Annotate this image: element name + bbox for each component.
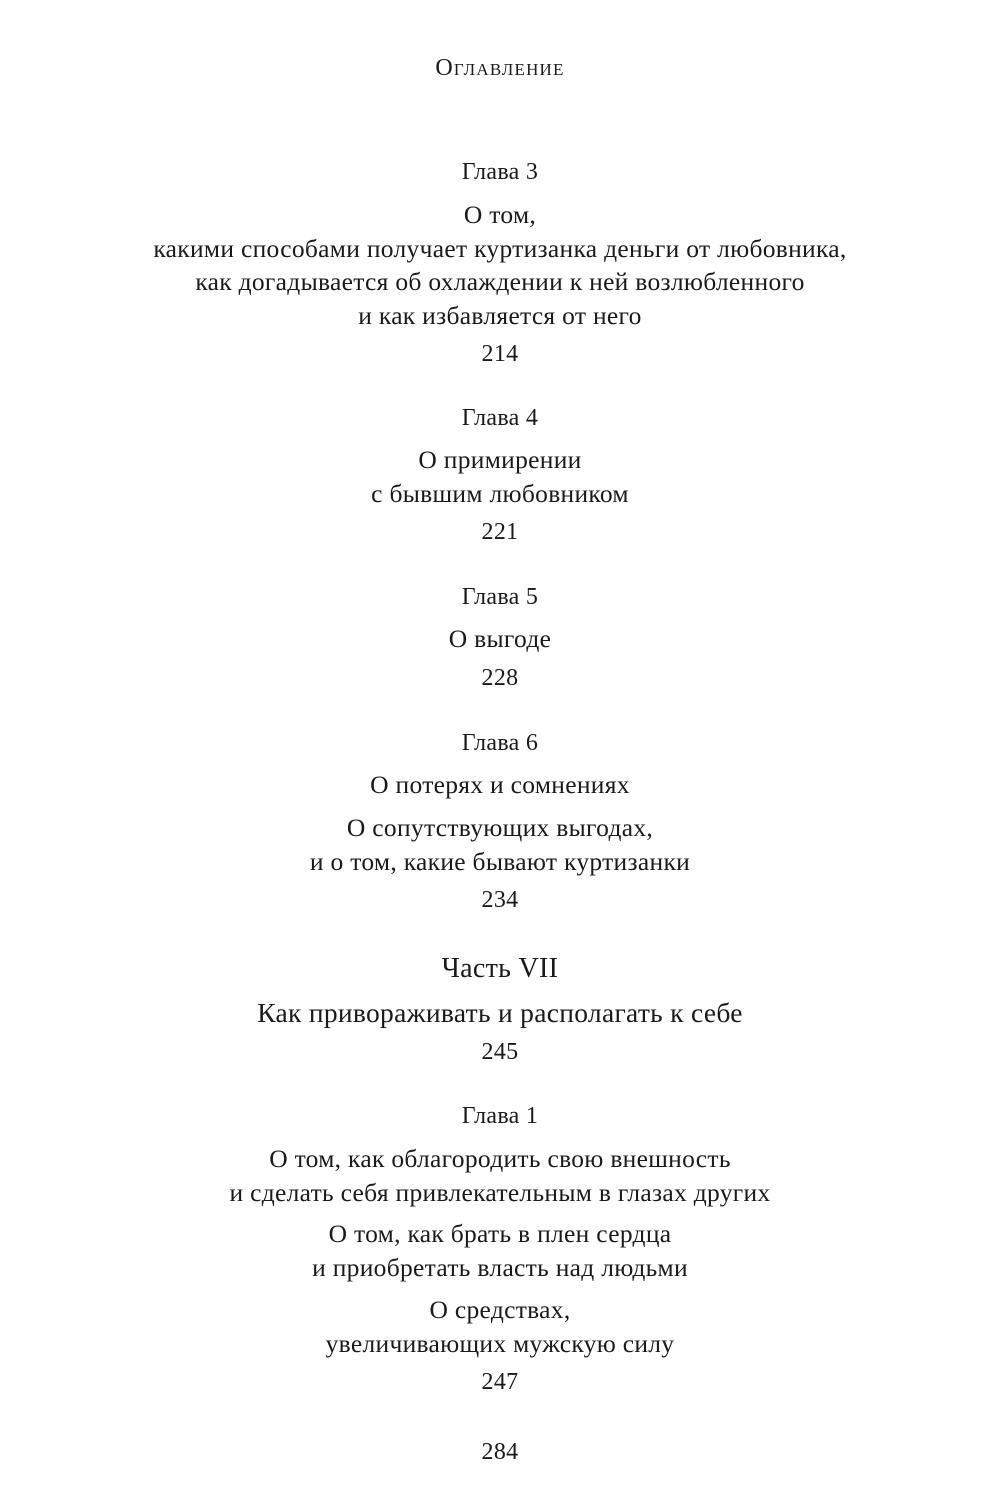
part-7-chapter-1-title-b-line-2: и приобретать власть над людьми — [312, 1253, 688, 1282]
chapter-3-page-number: 214 — [481, 341, 519, 367]
chapter-6-title-a-line-1: О потерях и сомнениях — [370, 770, 630, 799]
part-7-chapter-1-title-a-line-1: О том, как облагородить свою внешность — [269, 1144, 731, 1173]
chapter-3-label: Глава 3 — [461, 159, 539, 185]
chapter-3-title-line-3: как догадывается об охлаждении к ней возлюбленного — [195, 267, 805, 296]
chapter-3-title-line-2: какими способами получает куртизанка деньги от любовника, — [153, 234, 847, 263]
chapter-3-title-line-4: и как избавляется от него — [358, 301, 642, 330]
part-7-chapter-1-label: Глава 1 — [461, 1103, 539, 1129]
folio-page-number: 284 — [481, 1439, 519, 1465]
chapter-5-label: Глава 5 — [461, 584, 539, 610]
part-7-chapter-1-title-a-line-2: и сделать себя привлекательным в глазах других — [229, 1178, 771, 1207]
toc-header: Оглавление — [435, 55, 565, 81]
part-7-chapter-1-title-b-line-1: О том, как брать в плен сердца — [328, 1219, 672, 1248]
part-7-chapter-1-page-number: 247 — [481, 1369, 519, 1395]
chapter-6-title-b-line-2: и о том, какие бывают куртизанки — [309, 847, 691, 876]
chapter-4-title-line-2: с бывшим любовником — [371, 479, 629, 508]
chapter-3-title-line-1: О том, — [463, 200, 537, 229]
part-7-page-number: 245 — [481, 1039, 519, 1065]
chapter-5-page-number: 228 — [481, 665, 519, 691]
chapter-4-label: Глава 4 — [461, 405, 539, 431]
chapter-6-label: Глава 6 — [461, 730, 539, 756]
chapter-6-page-number: 234 — [481, 887, 519, 913]
part-7-title: Как привораживать и располагать к себе — [257, 997, 743, 1028]
chapter-6-title-b-line-1: О сопутствующих выгодах, — [346, 813, 654, 842]
part-7-chapter-1-title-c-line-1: О средствах, — [429, 1295, 571, 1324]
chapter-4-page-number: 221 — [481, 519, 519, 545]
part-7-chapter-1-title-c-line-2: увеличивающих мужскую силу — [325, 1329, 675, 1358]
chapter-5-title-line-1: О выгоде — [448, 624, 552, 653]
chapter-4-title-line-1: О примирении — [418, 445, 582, 474]
part-7-label: Часть VII — [441, 953, 559, 984]
